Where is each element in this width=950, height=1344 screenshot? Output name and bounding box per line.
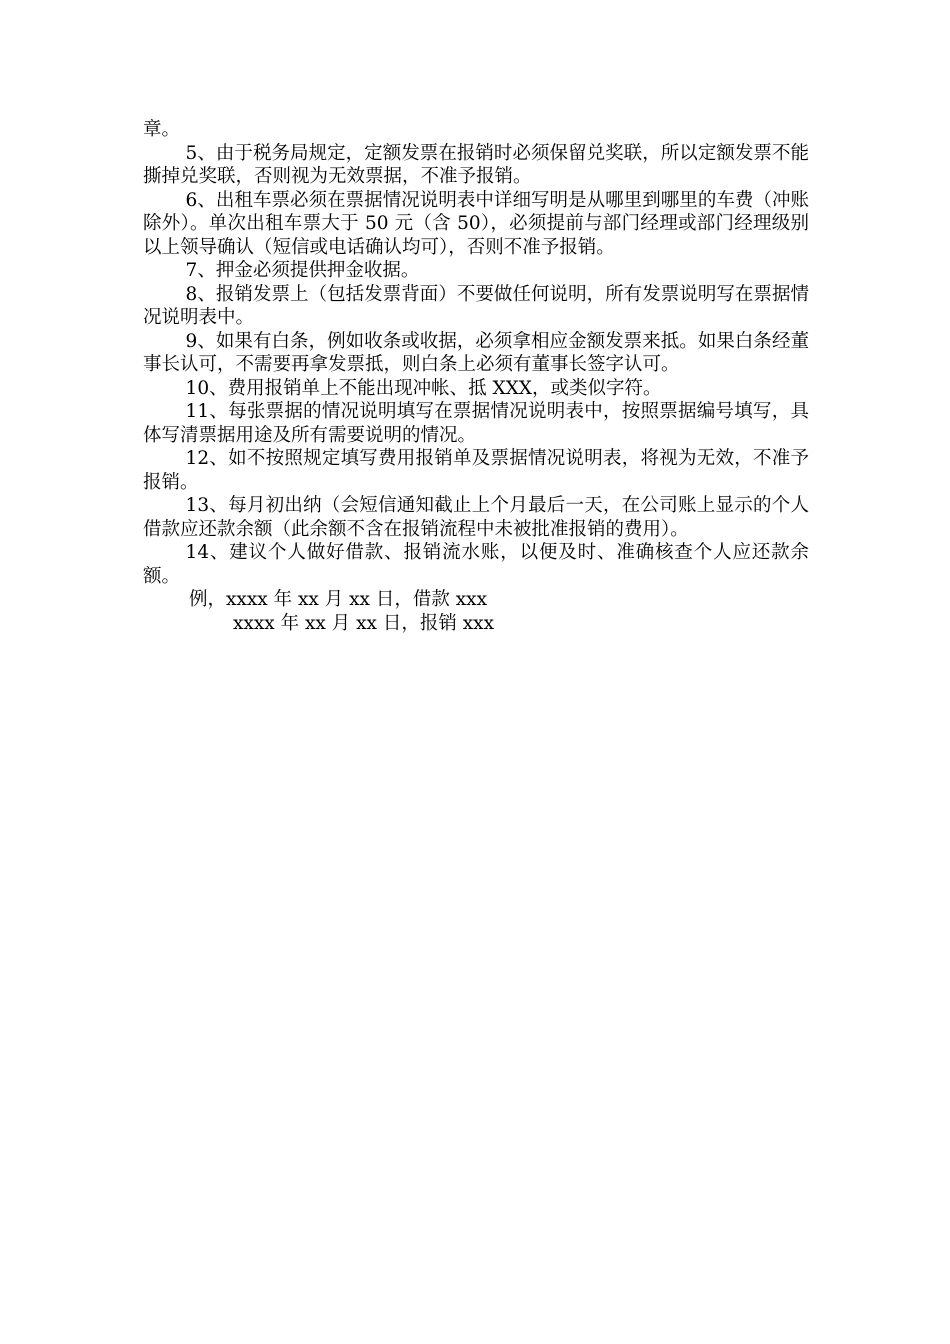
rule-8-paragraph: 8、报销发票上（包括发票背面）不要做任何说明，所有发票说明写在票据情况说明表中。 [143, 283, 809, 328]
rule-11-paragraph: 11、每张票据的情况说明填写在票据情况说明表中，按照票据编号填写，具体写清票据用途及所有需要说明的情况。 [143, 401, 809, 446]
rule-7-paragraph: 7、押金必须提供押金收据。 [185, 260, 420, 281]
rule-14-paragraph: 14、建议个人做好借款、报销流水账，以便及时、准确核查个人应还款余额。 [143, 542, 809, 587]
rule-5-paragraph: 5、由于税务局规定，定额发票在报销时必须保留兑奖联，所以定额发票不能撕掉兑奖联，否则视为无效票据，不准予报销。 [143, 142, 809, 187]
paragraph-continuation: 章。 [143, 119, 181, 140]
rule-6-paragraph: 6、出租车票必须在票据情况说明表中详细写明是从哪里到哪里的车费（冲账除外）。单次出租车票大于 50 元（含 50），必须提前与部门经理或部门经理级别以上领导确认（短信或电话确认均可），否则不准予报销。 [143, 189, 809, 258]
example-line-loan: 例，xxxx 年 xx 月 xx 日，借款 xxx [189, 589, 488, 610]
rule-12-paragraph: 12、如不按照规定填写费用报销单及票据情况说明表，将视为无效，不准予报销。 [143, 448, 809, 493]
example-line-reimbursement: xxxx 年 xx 月 xx 日，报销 xxx [233, 612, 495, 634]
document-body [143, 118, 809, 635]
rule-9-paragraph: 9、如果有白条，例如收条或收据，必须拿相应金额发票来抵。如果白条经董事长认可，不需要再拿发票抵，则白条上必须有董事长签字认可。 [143, 330, 809, 375]
rule-10-paragraph: 10、费用报销单上不能出现冲帐、抵 XXX，或类似字符。 [185, 377, 662, 399]
rule-13-paragraph: 13、每月初出纳（会短信通知截止上个月最后一天，在公司账上显示的个人借款应还款余额（此余额不含在报销流程中未被批准报销的费用）。 [143, 495, 809, 540]
